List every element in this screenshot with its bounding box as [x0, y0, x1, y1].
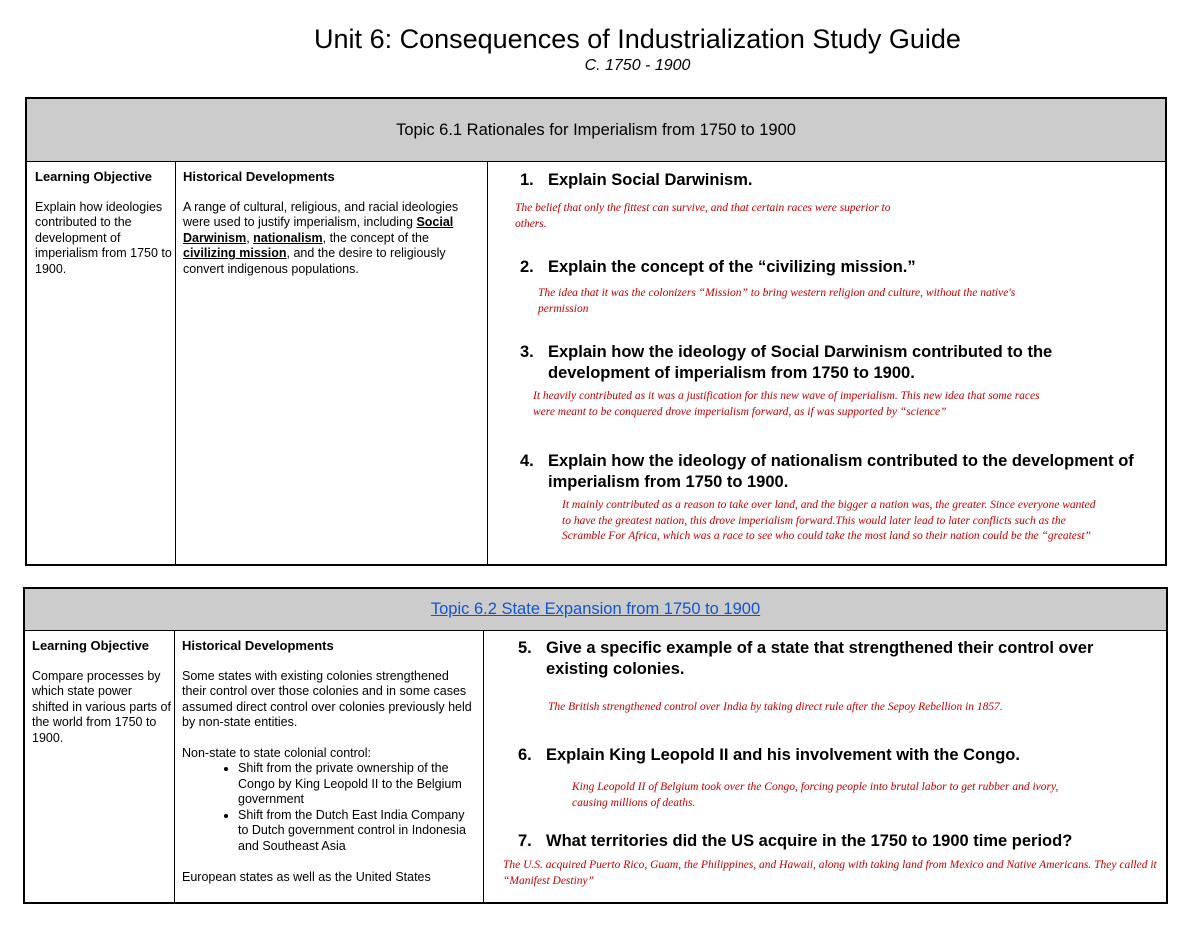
hd-text-part: , [246, 230, 254, 245]
historical-developments-text: Some states with existing colonies strengthened their control over those colonies and in some cases assumed direct control over colonies previously held by non-state entities. [182, 668, 472, 729]
learning-objective-heading: Learning Objective [32, 638, 150, 653]
topic-6-1-table [25, 97, 1167, 566]
historical-developments-footer: European states as well as the United States [182, 870, 431, 884]
list-item: • Shift from the private ownership of the Congo by King Leopold II to the Belgium government [238, 761, 475, 808]
historical-developments-heading: Historical Developments [182, 638, 334, 653]
bullet-list [182, 761, 475, 854]
page-subtitle: C. 1750 - 1900 [584, 57, 691, 74]
question-number: 2. [520, 258, 534, 276]
question-5 [518, 638, 1156, 680]
question-text: Explain King Leopold II and his involvement with the Congo. [546, 746, 1020, 764]
learning-objective-text: Compare processes by which state power shifted in various parts of the world from 1750 to 1900. [32, 668, 171, 745]
question-number: 4. [520, 452, 534, 470]
question-text: Explain how the ideology of Social Darwinism contributed to the development of imperialism from 1750 to 1900. [548, 343, 1053, 382]
question-4 [520, 451, 1138, 493]
topic-6-1-title: Topic 6.1 Rationales for Imperialism from 1750 to 1900 [396, 120, 796, 139]
answer-6: King Leopold II of Belgium took over the Congo, forcing people into brutal labor to get rubber and ivory, causing millions of deaths. [572, 781, 1059, 809]
answer-3: It heavily contributed as it was a justification for this new wave of imperialism. This new idea that some races were meant to be conquered drove imperialism forward, as if was supported by “science” [533, 390, 1040, 418]
question-text: Give a specific example of a state that strengthened their control over existing colonies. [546, 639, 1094, 678]
topic-6-2-header [25, 589, 1166, 631]
learning-objective-heading: Learning Objective [35, 169, 153, 184]
learning-objective-cell [27, 161, 176, 564]
page-title: Unit 6: Consequences of Industrialization Study Guide [314, 24, 961, 54]
question-3 [520, 342, 1138, 384]
historical-developments-cell [175, 630, 484, 902]
historical-developments-cell [176, 161, 488, 564]
learning-objective-cell [25, 630, 175, 902]
answer-1: The belief that only the fittest can survive, and that certain races were superior to others. [515, 202, 891, 230]
answer-7: The U.S. acquired Puerto Rico, Guam, the Philippines, and Hawaii, along with taking land from Mexico and Native Americans. They called it “Manifest Destiny” [503, 859, 1157, 887]
question-6 [518, 745, 1156, 766]
question-text: What territories did the US acquire in the 1750 to 1900 time period? [546, 832, 1073, 850]
answer-5: The British strengthened control over India by taking direct rule after the Sepoy Rebellion in 1857. [548, 701, 1003, 713]
question-2 [520, 257, 1148, 278]
question-7 [518, 831, 1166, 852]
question-number: 5. [518, 639, 532, 657]
topic-6-2-title-link[interactable]: Topic 6.2 State Expansion from 1750 to 1900 [430, 600, 761, 618]
question-text: Explain how the ideology of nationalism contributed to the development of imperialism from 1750 to 1900. [548, 452, 1134, 491]
topic-6-1-header [27, 99, 1165, 162]
question-text: Explain the concept of the “civilizing mission.” [548, 258, 916, 276]
hd-text-part: A range of cultural, religious, and racial ideologies were used to justify imperialism, including [183, 199, 459, 229]
hd-text-part: , the concept of the [322, 230, 429, 245]
answer-4: It mainly contributed as a reason to take over land, and the bigger a nation was, the greater. Since everyone wanted to have the greatest nation, this drove imperialism forward.This would later lead to later conflicts such as the Scramble For Africa, which was a race to see who could take the most land so their nation could be the “greatest” [562, 499, 1096, 542]
answer-2: The idea that it was the colonizers “Mission” to bring western religion and culture, without the native's permission [538, 287, 1016, 315]
question-1 [520, 170, 1148, 191]
keyword-civilizing-mission: civilizing mission [183, 246, 287, 260]
question-number: 7. [518, 832, 532, 850]
historical-developments-heading: Historical Developments [183, 169, 335, 184]
list-item: • Shift from the Dutch East India Company to Dutch government control in Indonesia and Southeast Asia [238, 808, 475, 855]
historical-developments-text [183, 200, 473, 278]
list-intro: Non-state to state colonial control: [182, 745, 371, 760]
hd-text-part: , and the desire to religiously convert indigenous populations. [183, 246, 446, 276]
question-number: 6. [518, 746, 532, 764]
keyword-social-darwinism: Social Darwinism [183, 215, 454, 245]
question-number: 3. [520, 343, 534, 361]
question-text: Explain Social Darwinism. [548, 171, 753, 189]
learning-objective-text: Explain how ideologies contributed to the development of imperialism from 1750 to 1900. [35, 199, 172, 276]
keyword-nationalism: nationalism [253, 230, 323, 245]
question-number: 1. [520, 171, 534, 189]
